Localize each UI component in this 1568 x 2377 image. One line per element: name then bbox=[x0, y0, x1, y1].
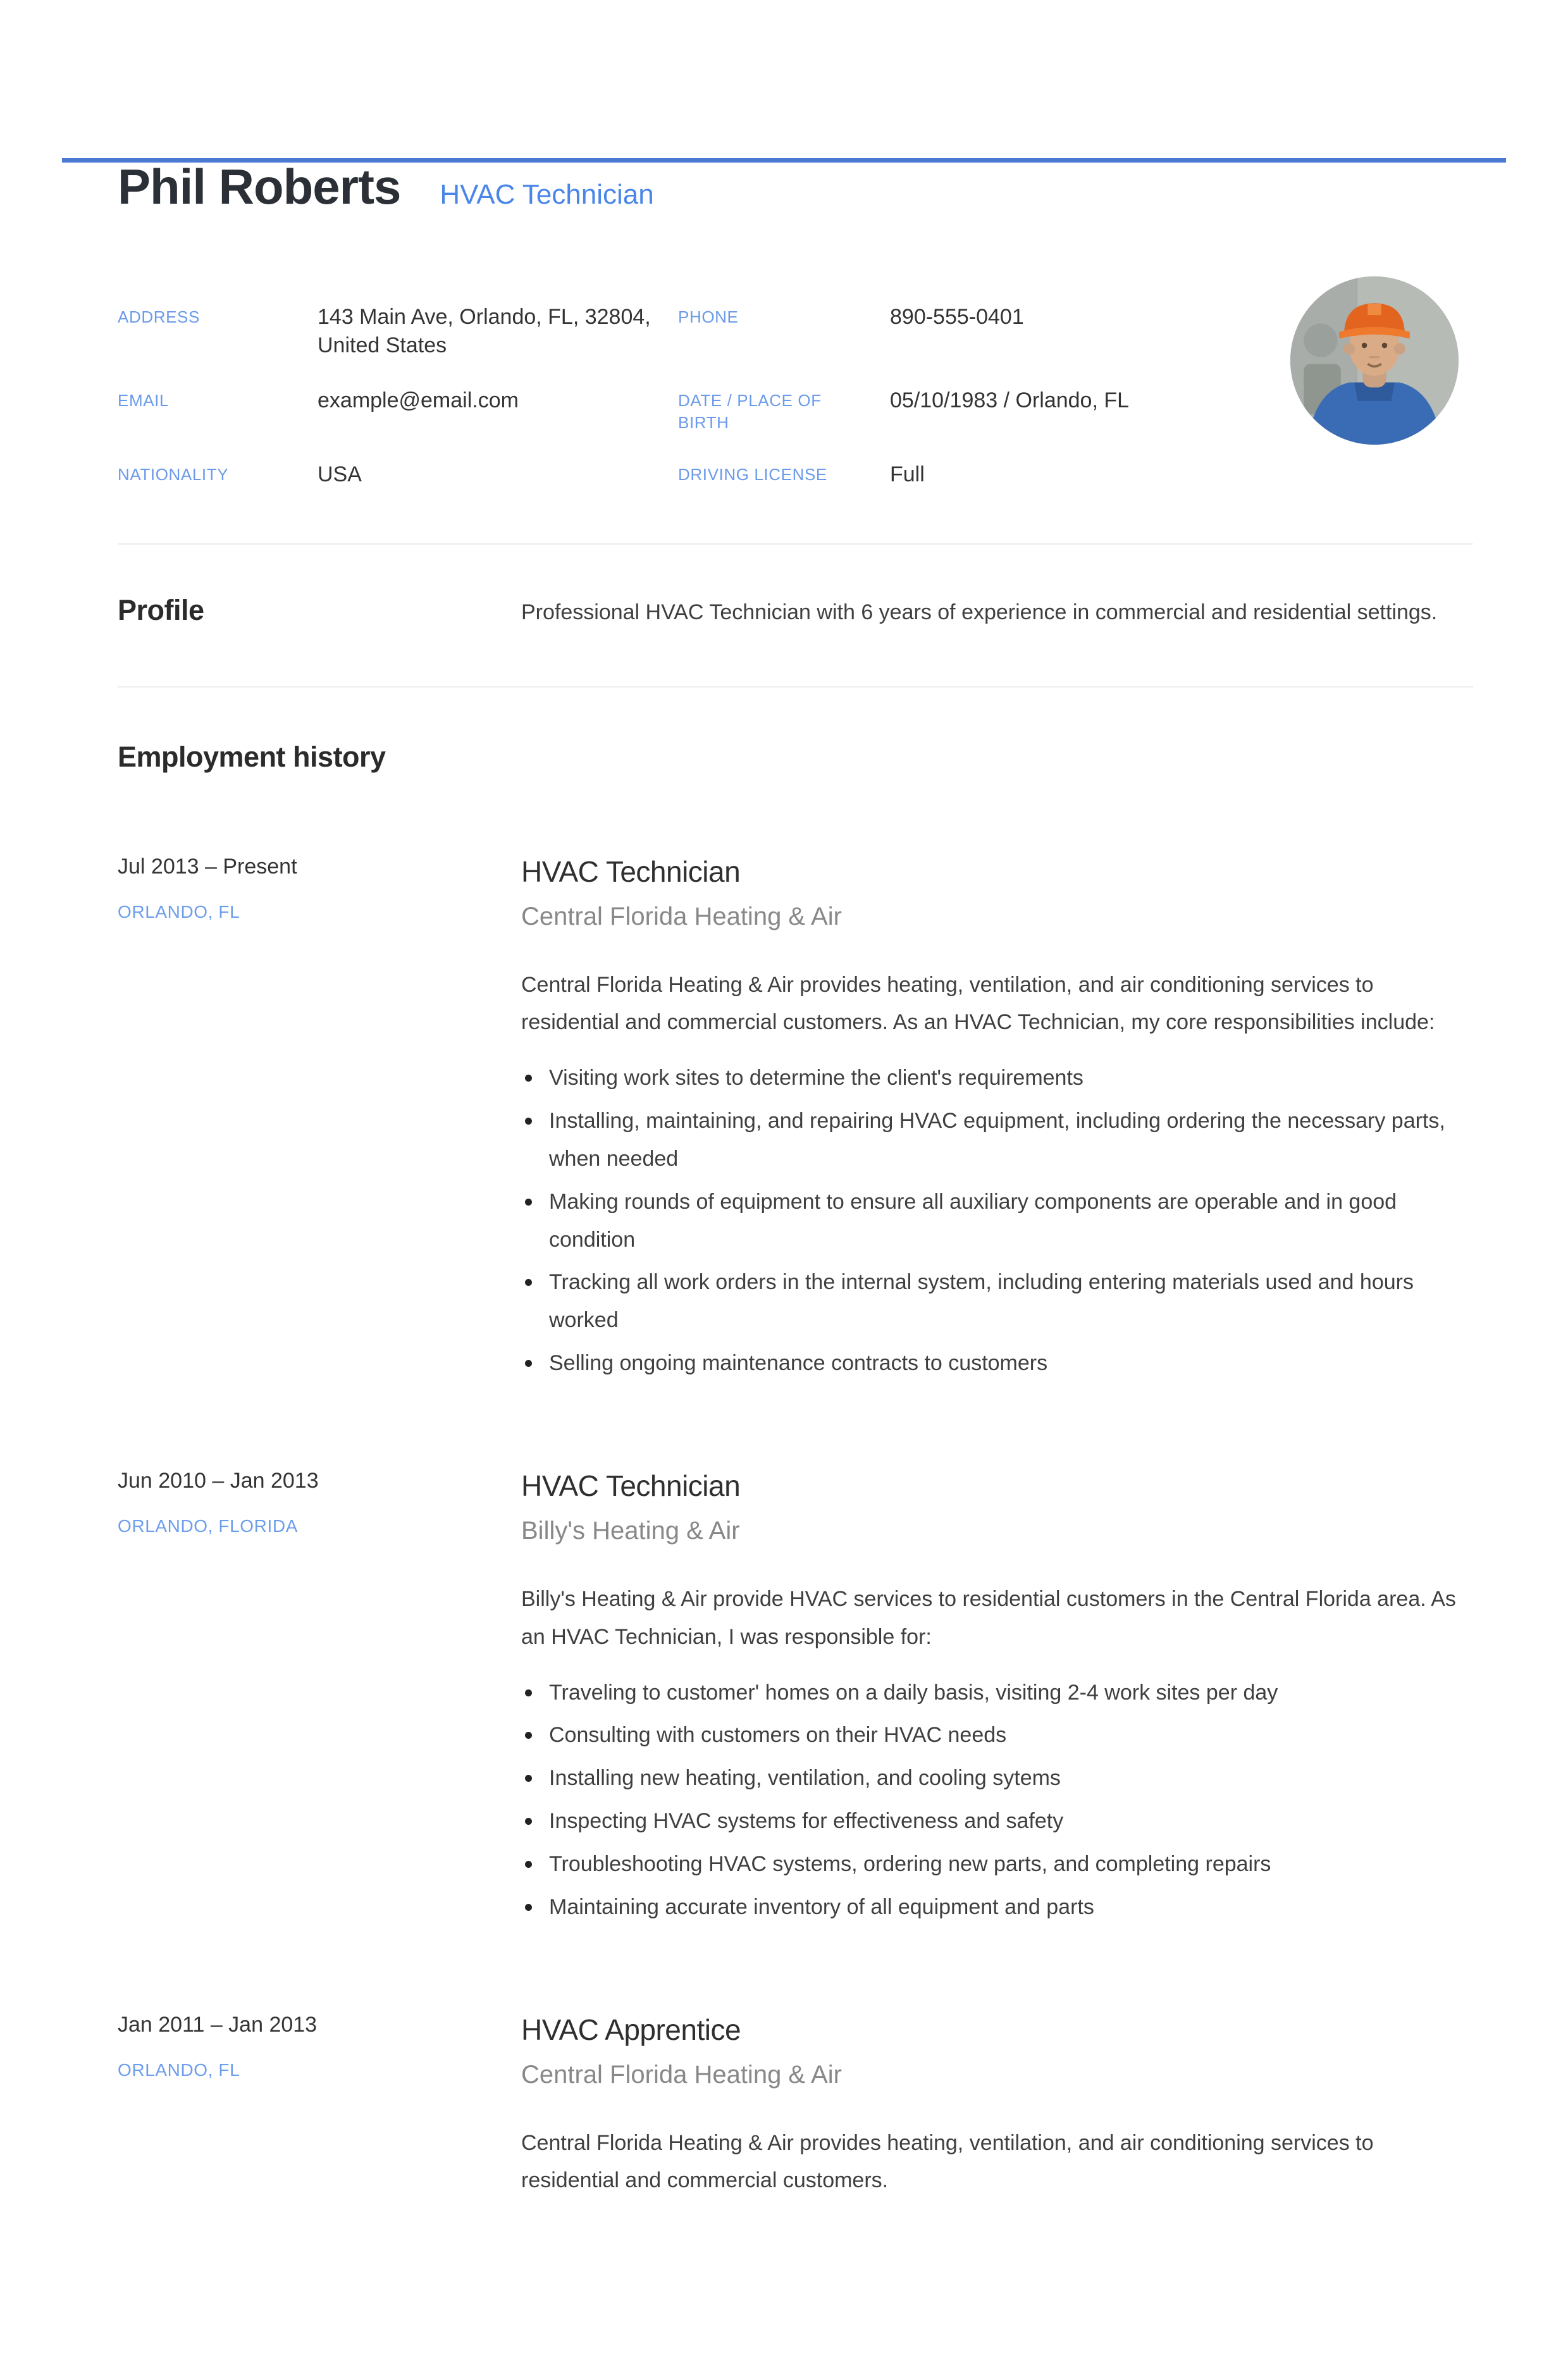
job-bullet: Tracking all work orders in the internal system, including entering materials used and hours worked bbox=[521, 1264, 1473, 1340]
job-title: HVAC Technician bbox=[521, 1469, 741, 1502]
job-bullet: Maintaining accurate inventory of all equipment and parts bbox=[521, 1889, 1473, 1927]
resume-page bbox=[0, 158, 1568, 2193]
job-dates: Jun 2010 – Jan 2013 bbox=[118, 1468, 319, 1493]
contact-value-phone: 890-555-0401 bbox=[890, 305, 1024, 329]
profile-text: Professional HVAC Technician with 6 years of experience in commercial and residential settings. bbox=[521, 600, 1438, 624]
job-entry bbox=[118, 2012, 1473, 2193]
job-bullet: Visiting work sites to determine the client's requirements bbox=[521, 1059, 1473, 1097]
job-description: Billy's Heating & Air provide HVAC services to residential customers in the Central Florida area. As an HVAC Technician, I was responsible for: bbox=[521, 1586, 1456, 1649]
job-location: ORLANDO, FLORIDA bbox=[118, 1516, 298, 1536]
employment-heading: Employment history bbox=[118, 740, 386, 773]
job-bullet: Making rounds of equipment to ensure all auxiliary components are operable and in good condition bbox=[521, 1183, 1473, 1259]
contact-value-email: example@email.com bbox=[318, 388, 519, 412]
contact-label-email: EMAIL bbox=[118, 390, 170, 410]
contact-details bbox=[118, 303, 1473, 489]
job-meta bbox=[118, 855, 521, 1388]
job-details bbox=[521, 855, 1473, 1388]
job-dates: Jul 2013 – Present bbox=[118, 854, 297, 879]
profile-section bbox=[118, 545, 1473, 632]
job-company: Central Florida Heating & Air bbox=[521, 2060, 842, 2089]
contact-value-birth: 05/10/1983 / Orlando, FL bbox=[890, 388, 1130, 412]
job-bullet: Installing, maintaining, and repairing HVAC equipment, including ordering the necessary parts, when needed bbox=[521, 1102, 1473, 1178]
job-description-clipped bbox=[521, 2125, 1473, 2193]
job-description: Central Florida Heating & Air provides heating, ventilation, and air conditioning services to residential and commercial customers. bbox=[521, 2130, 1374, 2193]
job-entry bbox=[118, 855, 1473, 1388]
job-dates: Jan 2011 – Jan 2013 bbox=[118, 2012, 318, 2037]
contact-value-address: 143 Main Ave, Orlando, FL, 32804, United States bbox=[318, 305, 651, 357]
contact-label-birth: DATE / PLACE OF BIRTH bbox=[678, 390, 822, 432]
job-bullet-list bbox=[521, 1674, 1473, 1927]
job-title: HVAC Technician bbox=[521, 855, 741, 888]
job-entry bbox=[118, 1469, 1473, 1932]
contact-value-driving-license: Full bbox=[890, 462, 925, 486]
profile-heading: Profile bbox=[118, 593, 204, 626]
job-details bbox=[521, 2013, 1473, 2193]
contact-value-nationality: USA bbox=[318, 462, 362, 486]
job-meta bbox=[118, 1469, 521, 1932]
job-bullet-list bbox=[521, 1059, 1473, 1383]
job-bullet: Selling ongoing maintenance contracts to customers bbox=[521, 1345, 1473, 1383]
job-location: ORLANDO, FL bbox=[118, 2059, 240, 2080]
job-bullet: Installing new heating, ventilation, and cooling sytems bbox=[521, 1760, 1473, 1798]
contact-label-driving-license: DRIVING LICENSE bbox=[678, 464, 827, 484]
person-job-title: HVAC Technician bbox=[440, 179, 654, 210]
job-company: Billy's Heating & Air bbox=[521, 1516, 740, 1545]
job-company: Central Florida Heating & Air bbox=[521, 902, 842, 930]
resume-header bbox=[118, 158, 1473, 216]
job-description: Central Florida Heating & Air provides heating, ventilation, and air conditioning services to residential and commercial customers. As an HVAC Technician, my core responsibilities include: bbox=[521, 972, 1435, 1035]
job-meta bbox=[118, 2013, 521, 2135]
job-title: HVAC Apprentice bbox=[521, 2013, 741, 2046]
job-bullet: Troubleshooting HVAC systems, ordering new parts, and completing repairs bbox=[521, 1846, 1473, 1884]
employment-section bbox=[118, 688, 1473, 774]
person-name: Phil Roberts bbox=[118, 159, 401, 214]
contact-label-nationality: NATIONALITY bbox=[118, 464, 229, 484]
job-bullet: Consulting with customers on their HVAC needs bbox=[521, 1717, 1473, 1755]
contact-label-phone: PHONE bbox=[678, 307, 739, 326]
contact-label-address: ADDRESS bbox=[118, 307, 200, 326]
job-details bbox=[521, 1469, 1473, 1932]
job-bullet: Traveling to customer' homes on a daily basis, visiting 2-4 work sites per day bbox=[521, 1674, 1473, 1712]
job-bullet: Inspecting HVAC systems for effectiveness and safety bbox=[521, 1803, 1473, 1841]
job-location: ORLANDO, FL bbox=[118, 901, 240, 922]
